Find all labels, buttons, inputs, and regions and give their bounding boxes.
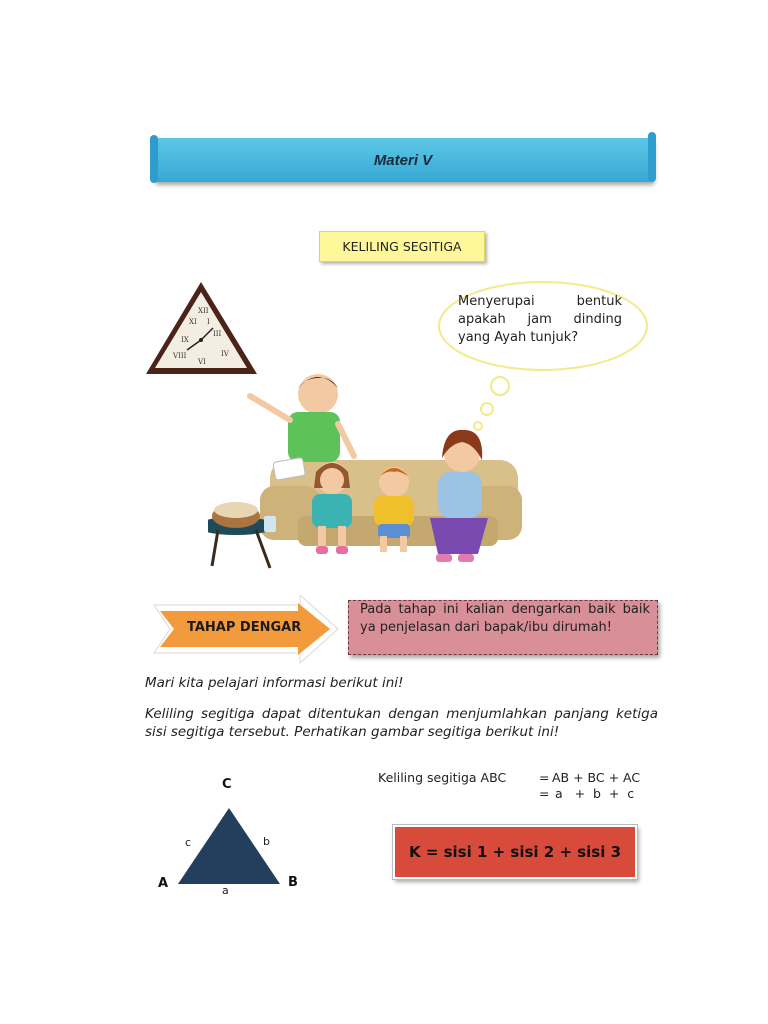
triangle-clock-icon: [143, 278, 261, 378]
family-illustration: [208, 368, 524, 578]
side-c-label: c: [185, 836, 192, 849]
side-b-label: b: [263, 835, 270, 848]
formula-label: Keliling segitiga ABC: [378, 770, 507, 785]
formula-eq-2: =: [539, 786, 550, 801]
svg-text:III: III: [213, 330, 222, 338]
formula-eq-1: =: [539, 770, 550, 785]
vertex-a-label: A: [158, 876, 169, 891]
svg-text:VIII: VIII: [173, 352, 187, 360]
definition-text: Keliling segitiga dapat ditentukan dengan menjumlahkan panjang ketiga sisi segitiga tersebut. Perhatikan gambar segitiga berikut ini!: [145, 706, 658, 740]
svg-text:XII: XII: [198, 307, 209, 315]
section-tag: [319, 231, 485, 262]
svg-text:VI: VI: [198, 358, 206, 366]
svg-text:IV: IV: [221, 350, 229, 358]
side-a-label: a: [222, 884, 229, 897]
summary-formula-box: [393, 825, 637, 879]
stage-label: TAHAP DENGAR: [187, 620, 302, 635]
vertex-c-label: C: [222, 777, 232, 792]
formula-value-1: AB + BC + AC: [552, 770, 641, 785]
title-banner: [153, 138, 653, 182]
svg-text:XI: XI: [189, 318, 197, 326]
vertex-b-label: B: [288, 875, 298, 890]
page-title: Materi V: [373, 151, 433, 169]
instruction-text: Pada tahap ini kalian dengarkan baik baik ya penjelasan dari bapak/ibu dirumah!: [360, 602, 650, 635]
svg-text:IX: IX: [181, 336, 189, 344]
section-label: KELILING SEGITIGA: [342, 239, 462, 254]
summary-formula-text: K = sisi 1 + sisi 2 + sisi 3: [408, 843, 622, 861]
thought-bubble-text: Menyerupai bentuk apakah jam dinding yang Ayah tunjuk?: [458, 294, 622, 345]
intro-text: Mari kita pelajari informasi berikut ini!: [145, 675, 404, 691]
svg-text:I: I: [207, 318, 210, 326]
formula-value-2: a + b + c: [555, 786, 635, 801]
